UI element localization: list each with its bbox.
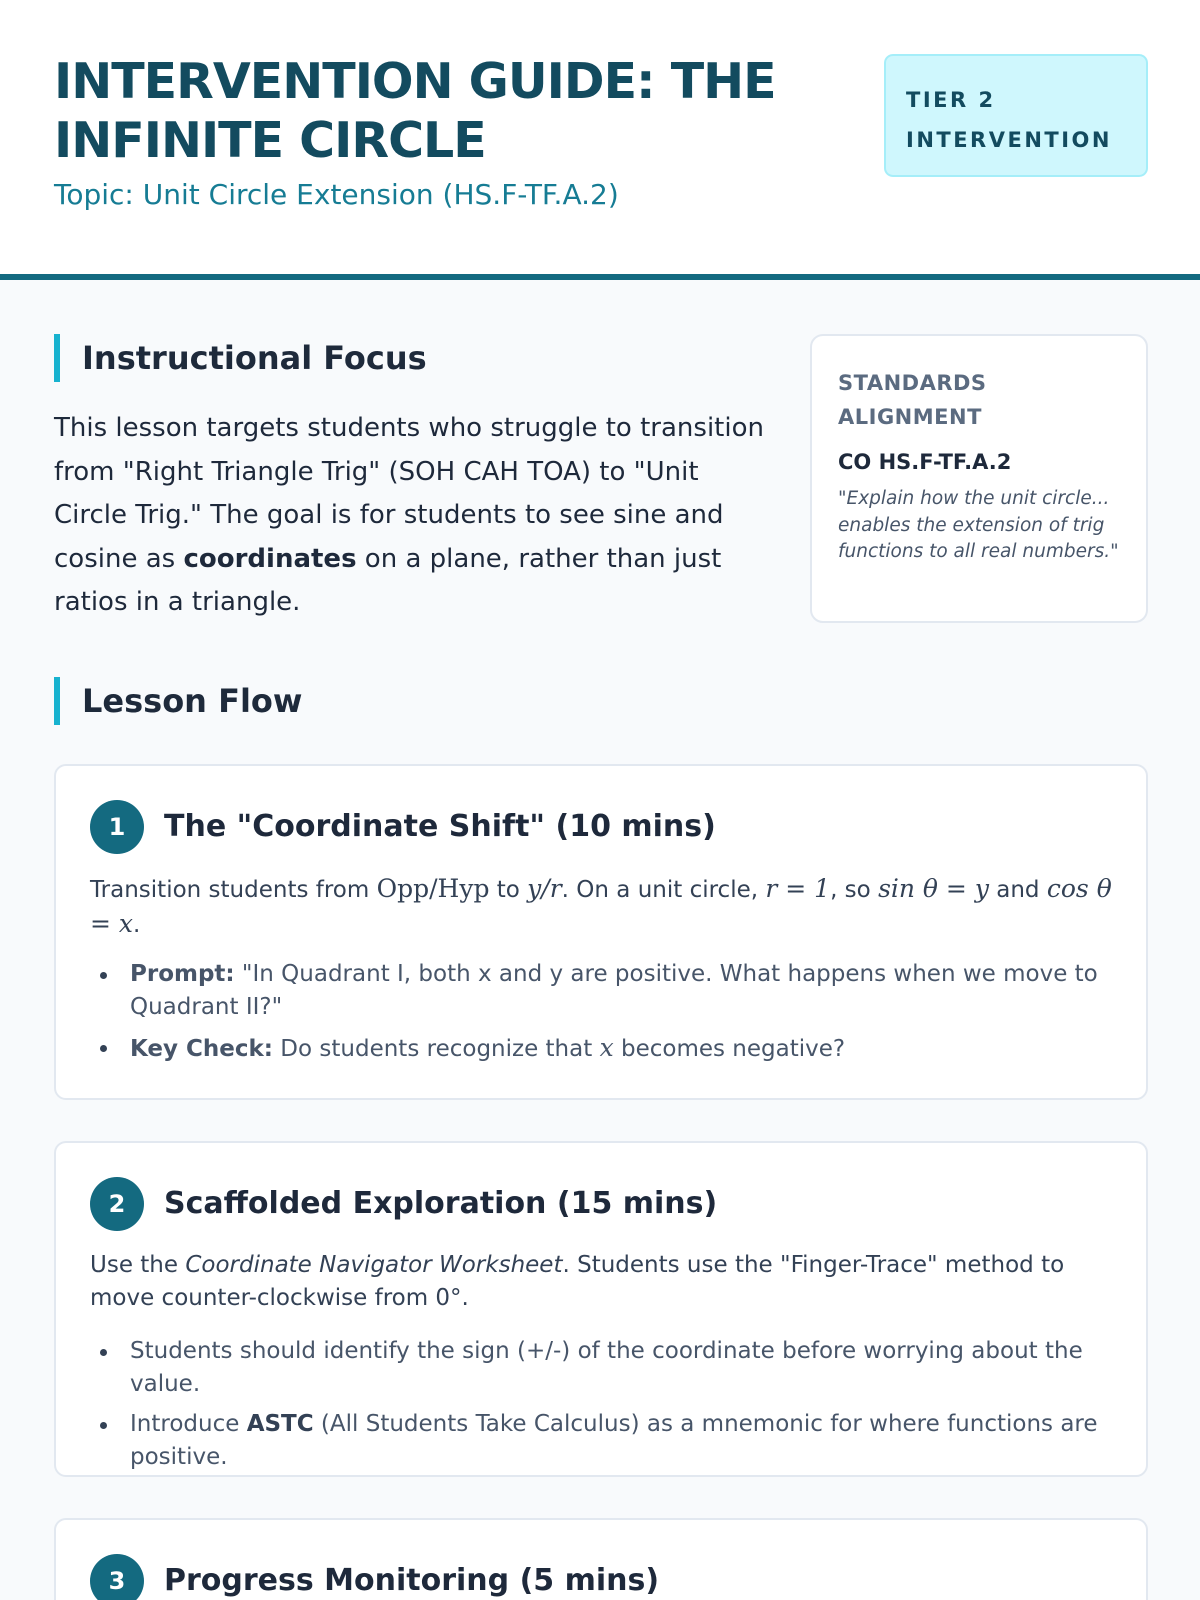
math-expression: cos θ = x <box>90 874 1112 938</box>
step-number-badge: 3 <box>90 1554 144 1600</box>
page-header <box>0 0 1200 280</box>
focus-text-bold: coordinates <box>183 543 357 574</box>
focus-text-part2: on a plane, rather than just ratios in a triangle. <box>54 543 722 617</box>
desc-text: and <box>988 877 1047 903</box>
step-bullet-list <box>130 958 1130 1073</box>
tier-badge: TIER 2 INTERVENTION <box>884 54 1148 177</box>
bullet-text: becomes negative? <box>613 1036 846 1062</box>
list-item <box>130 1031 1130 1066</box>
step-bullet-list <box>130 1335 1130 1481</box>
list-item <box>130 1408 1130 1474</box>
standards-code: CO HS.F-TF.A.2 <box>838 450 1012 474</box>
math-expression: r = 1 <box>765 874 831 903</box>
page-title: INTERVENTION GUIDE: THE INFINITE CIRCLE <box>54 53 776 169</box>
step-number-badge: 1 <box>90 800 144 854</box>
list-item <box>130 958 1130 1024</box>
step-card-3 <box>54 1518 1148 1600</box>
step-title: Progress Monitoring (5 mins) <box>164 1563 660 1598</box>
desc-text: to <box>489 877 528 903</box>
section-heading-focus: Instructional Focus <box>54 334 427 382</box>
step-description <box>90 1249 1120 1315</box>
focus-text-part1: This lesson targets students who struggle to transition from "Right Triangle Trig" (SOH CAH TOA) to "Unit Circle Trig." The goal is for students to see sine and cosine as <box>54 413 764 574</box>
desc-text: . <box>133 912 141 938</box>
page-subtitle: Topic: Unit Circle Extension (HS.F-TF.A.2) <box>54 178 619 211</box>
step-card-2 <box>54 1141 1148 1477</box>
list-item <box>130 1335 1130 1401</box>
step-number-badge: 2 <box>90 1177 144 1231</box>
bullet-text: (All Students Take Calculus) as a mnemonic for where functions are positive. <box>130 1411 1098 1470</box>
math-expression: y/r <box>527 874 562 903</box>
section-heading-lesson-flow: Lesson Flow <box>54 677 302 725</box>
standards-quote: "Explain how the unit circle... enables the extension of trig functions to all real numbers." <box>838 488 1119 562</box>
step-card-1 <box>54 764 1148 1100</box>
math-expression: Opp/Hyp <box>376 874 490 903</box>
bullet-text: Do students recognize that <box>273 1036 600 1062</box>
desc-text: Use the <box>90 1252 186 1278</box>
focus-paragraph <box>54 407 774 625</box>
step-title: Scaffolded Exploration (15 mins) <box>164 1186 718 1221</box>
standards-card <box>810 334 1148 623</box>
bullet-text: Students should identify the sign (+/-) of the coordinate before worrying about the value. <box>130 1338 1083 1397</box>
desc-text: , so <box>830 877 879 903</box>
desc-text: . On a unit circle, <box>561 877 766 903</box>
bullet-label: Key Check: <box>130 1036 273 1062</box>
step-title: The "Coordinate Shift" (10 mins) <box>164 809 716 844</box>
bullet-text: Introduce <box>130 1411 247 1437</box>
math-expression: x <box>599 1033 614 1062</box>
bullet-label: Prompt: <box>130 961 235 987</box>
bullet-text: "In Quadrant I, both x and y are positive. What happens when we move to Quadrant II?" <box>130 961 1098 1020</box>
step-description <box>90 872 1120 942</box>
bullet-bold-term: ASTC <box>246 1411 314 1437</box>
worksheet-title: Coordinate Navigator Worksheet <box>185 1252 563 1278</box>
desc-text: . Students use the "Finger-Trace" method to move counter-clockwise from 0°. <box>90 1252 1065 1311</box>
math-expression: sin θ = y <box>878 874 989 903</box>
standards-label: STANDARDS ALIGNMENT <box>838 371 987 429</box>
desc-text: Transition students from <box>90 877 377 903</box>
